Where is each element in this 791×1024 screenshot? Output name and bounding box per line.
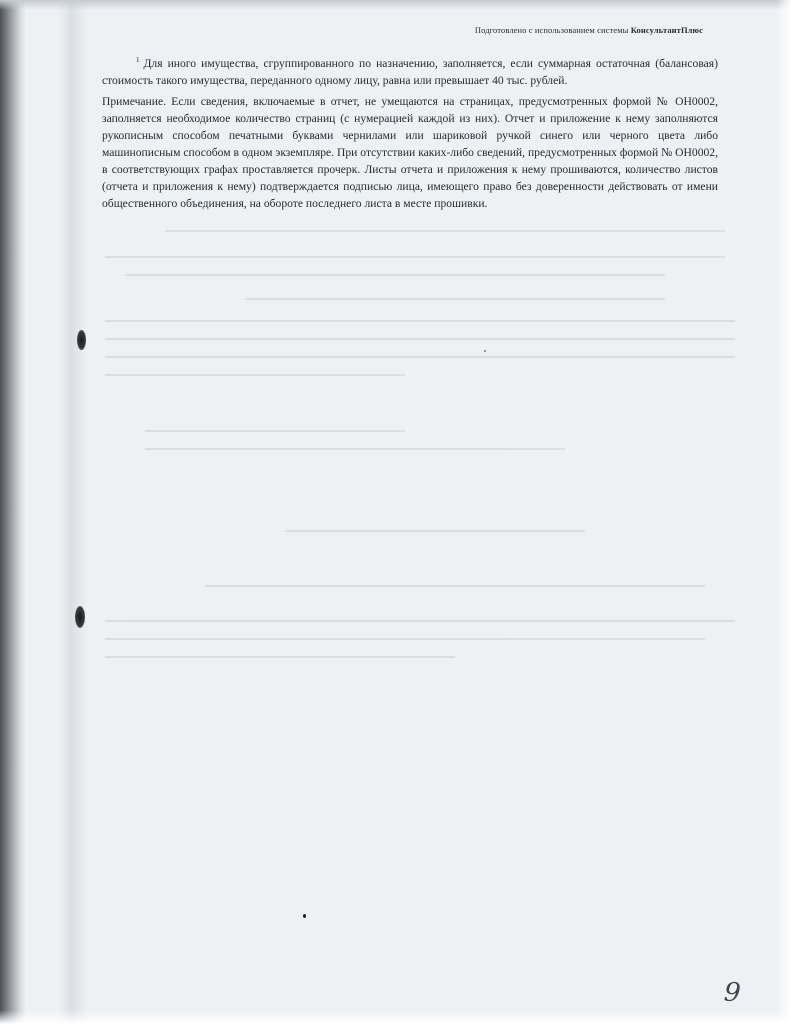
punch-hole [75, 606, 85, 628]
header-brand: КонсультантПлюс [630, 25, 703, 35]
handwritten-page-number: 9 [722, 977, 742, 1009]
right-edge [777, 0, 791, 1024]
fold-line [58, 0, 88, 1024]
footnote [102, 52, 718, 89]
header-prefix: Подготовлено с использованием системы [474, 25, 631, 35]
note-paragraph: Примечание. Если сведения, включаемые в отчет, не умещаются на страницах, предусмотренных формой № ОН0002, заполняется необходимое количество страниц (с нумерацией каждой из них). Отчет и приложение к нему заполняются рукописным способом печатными буквами чернилами или шариковой ручкой синего или черного цвета либо машинописным способом в одном экземпляре. При отсутствии каких-либо сведений, предусмотренных формой № ОН0002, в соответствующих графах проставляется прочерк. Листы отчета и приложения к нему прошиваются, количество листов (отчета и приложения к нему) подтверждается подписью лица, имеющего право без доверенности действовать от имени общественного объединения, на обороте последнего листа в месте прошивки. [102, 95, 718, 210]
footnote-text: Для иного имущества, сгруппированного по назначению, заполняется, если суммарная остаточная (балансовая) стоимость такого имущества, переданного одному лицу, равна или превышает 40 тыс. рублей. [102, 57, 718, 87]
ink-speck [303, 914, 306, 918]
binding-shadow [0, 0, 26, 1024]
header-note [475, 25, 703, 35]
body-text [102, 52, 718, 212]
bottom-edge [0, 1010, 791, 1024]
reverse-side-show-through [105, 230, 745, 700]
punch-hole [77, 330, 86, 350]
top-edge [0, 0, 791, 10]
footnote-marker: 1 [136, 56, 140, 64]
